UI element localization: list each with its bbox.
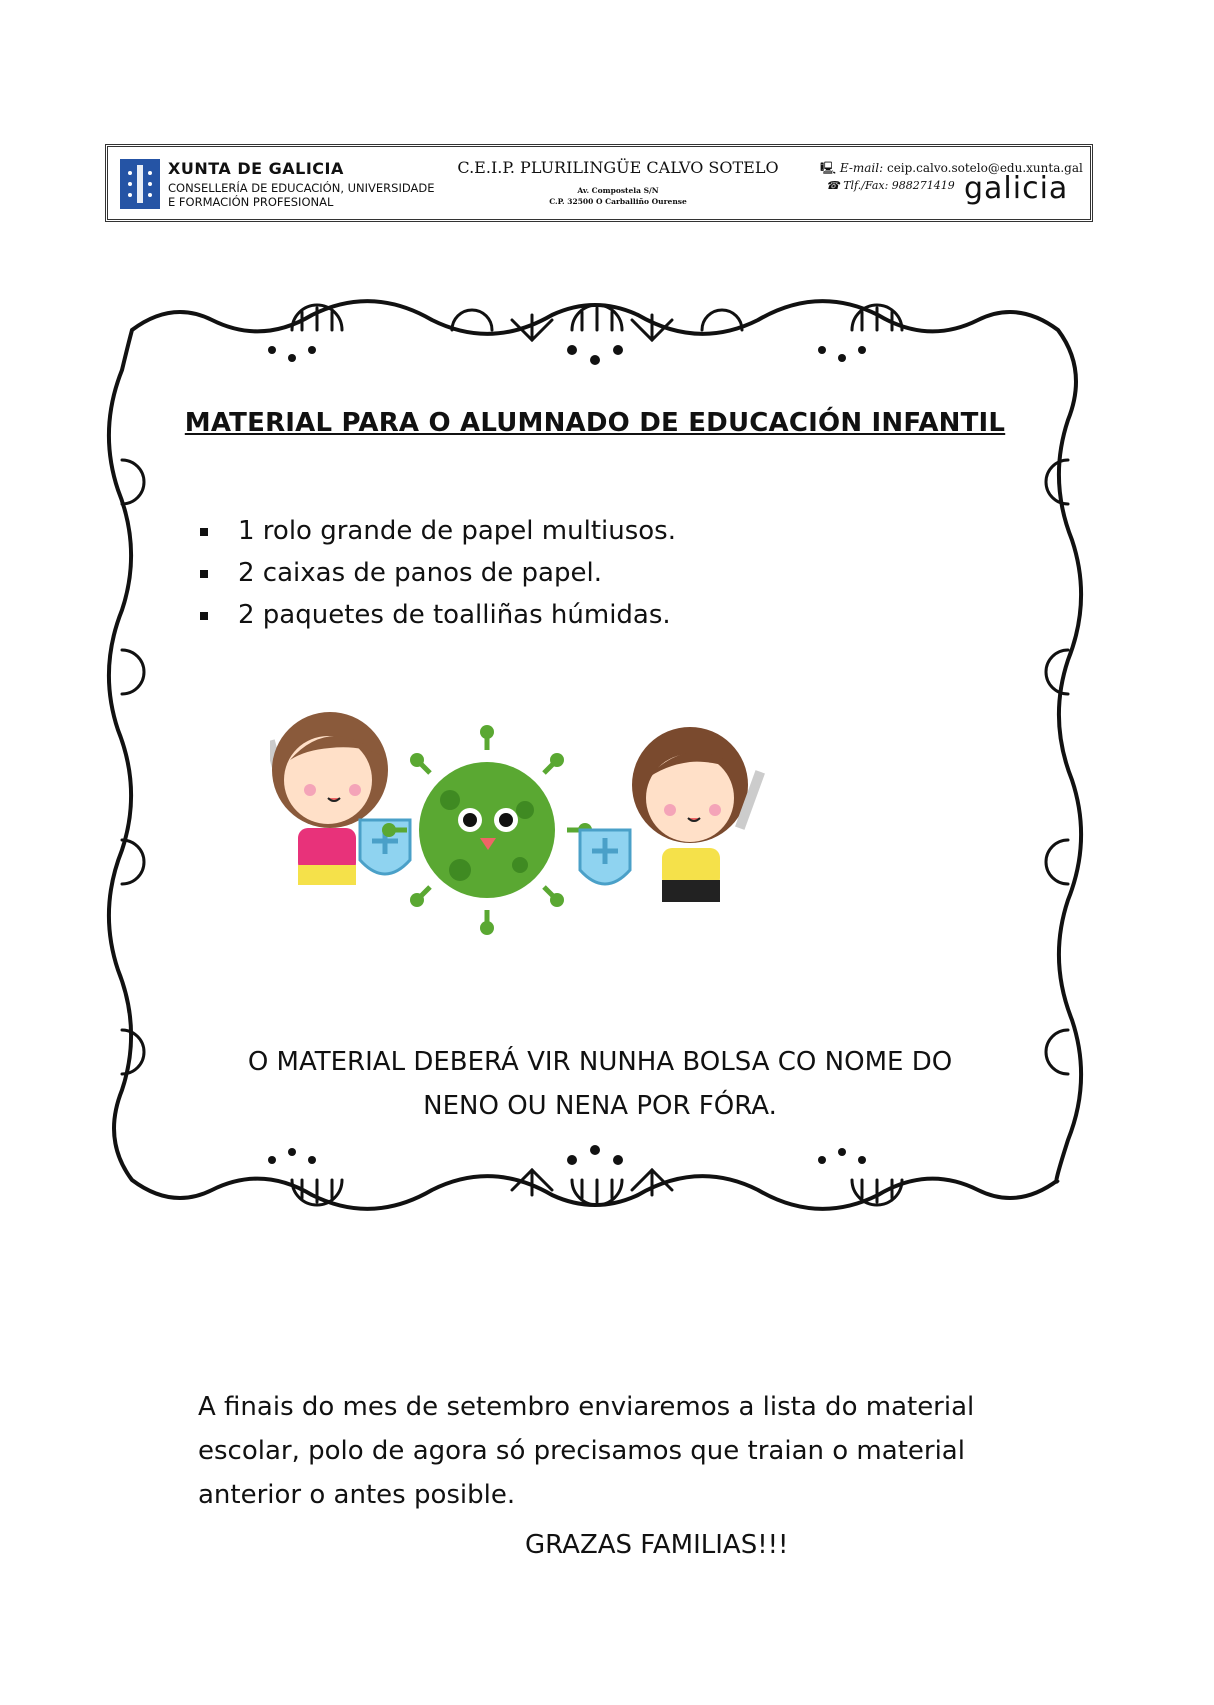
email-label: E-mail:: [839, 161, 884, 175]
info-paragraph: [198, 1385, 1028, 1517]
paragraph-line-3: anterior o antes posible.: [198, 1480, 516, 1510]
phone-icon: ☎: [826, 179, 840, 192]
paragraph-line-2: escolar, polo de agora só precisamos que traian o material: [198, 1436, 965, 1466]
kids-vs-virus-illustration: [270, 710, 810, 950]
address-line-2: C.P. 32500 O Carballiño Ourense: [549, 197, 687, 206]
galicia-logo: galicia: [964, 171, 1069, 206]
list-item: 2 caixas de panos de papel.: [200, 552, 676, 594]
email-address: ceip.calvo.sotelo@edu.xunta.gal: [886, 161, 1083, 175]
material-list: [200, 510, 676, 636]
list-item: 1 rolo grande de papel multiusos.: [200, 510, 676, 552]
thanks-message: GRAZAS FAMILIAS!!!: [525, 1530, 789, 1560]
address-line-1: Av. Compostela S/N: [577, 186, 659, 195]
xunta-coat-of-arms-icon: [120, 159, 160, 209]
virus-icon: [382, 725, 592, 935]
conselleria-line-2: E FORMACIÓN PROFESIONAL: [168, 195, 334, 209]
phone-number: Tlf./Fax: 988271419: [843, 179, 955, 192]
bag-notice: [170, 1040, 1030, 1128]
conselleria-label: [168, 181, 468, 209]
computer-icon: 🖳: [820, 161, 837, 175]
school-header: [105, 144, 1093, 222]
phone-contact: [826, 179, 955, 192]
notice-line-2: NENO OU NENA POR FÓRA.: [423, 1091, 777, 1121]
page-title: MATERIAL PARA O ALUMNADO DE EDUCACIÓN INFANTIL: [184, 408, 1006, 438]
conselleria-line-1: CONSELLERÍA DE EDUCACIÓN, UNIVERSIDADE: [168, 181, 435, 195]
boy-with-shield-icon: [580, 727, 765, 902]
notice-line-1: O MATERIAL DEBERÁ VIR NUNHA BOLSA CO NOME DO: [247, 1047, 953, 1077]
paragraph-line-1: A finais do mes de setembro enviaremos a lista do material: [198, 1392, 975, 1422]
girl-with-shield-icon: [270, 712, 410, 885]
list-item: 2 paquetes de toalliñas húmidas.: [200, 594, 676, 636]
xunta-label: XUNTA DE GALICIA: [168, 159, 344, 178]
school-address: [443, 185, 793, 207]
school-name: C.E.I.P. PLURILINGÜE CALVO SOTELO: [457, 158, 779, 177]
